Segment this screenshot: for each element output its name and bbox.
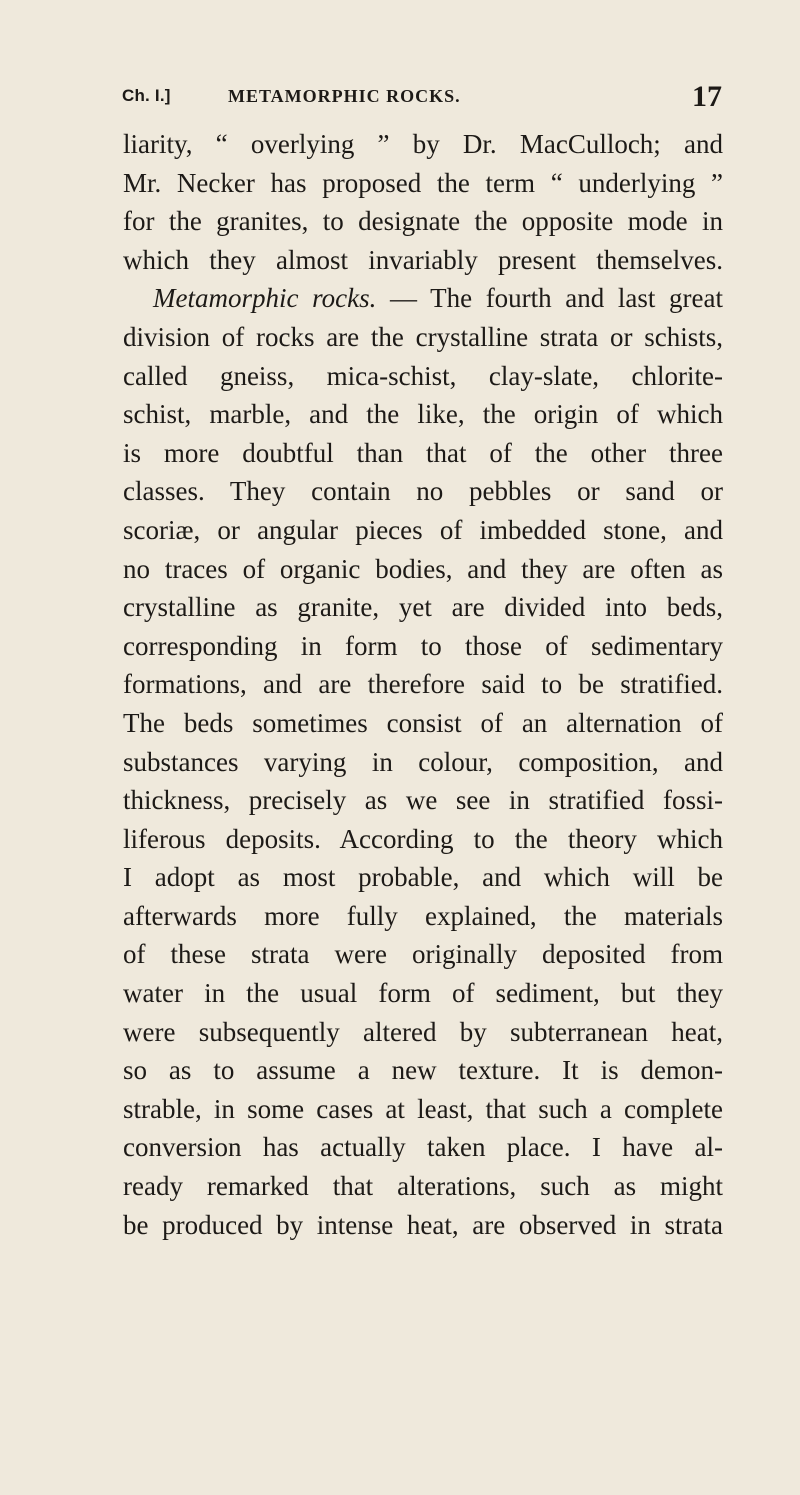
text-line: crystalline as granite, yet are divided into beds, [123, 592, 723, 623]
running-head [122, 80, 722, 116]
section-heading: Metamorphic rocks. [153, 283, 377, 314]
text-line: scoriæ, or angular pieces of imbedded stone, and [123, 514, 723, 545]
chapter-label: Ch. I.] [122, 86, 171, 105]
text-line: were subsequently altered by subterranean heat, [123, 1016, 723, 1047]
text-line: corresponding in form to those of sedimentary [123, 630, 723, 661]
text-line: is more doubtful than that of the other three [123, 437, 723, 468]
text-line: conversion has actually taken place. I have al- [123, 1132, 723, 1163]
text-line: of these strata were originally deposited from [123, 939, 723, 970]
text-line: I adopt as most probable, and which will be [123, 862, 723, 893]
text-line: for the granites, to designate the opposite mode in [123, 206, 723, 237]
text-line: The beds sometimes consist of an alternation of [123, 707, 723, 738]
text-line: strable, in some cases at least, that such a complete [123, 1093, 723, 1124]
text-line: formations, and are therefore said to be stratified. [123, 669, 723, 700]
text-line: Mr. Necker has proposed the term “ underlying ” [123, 167, 723, 198]
body-text [123, 125, 723, 1244]
text-line: liferous deposits. According to the theory which [123, 823, 723, 854]
text-line: liarity, “ overlying ” by Dr. MacCulloch; and [123, 129, 723, 159]
text-line: division of rocks are the crystalline strata or schists, [123, 321, 723, 352]
text-line: no traces of organic bodies, and they are often as [123, 553, 723, 584]
text-line: schist, marble, and the like, the origin of which [123, 399, 723, 430]
text-line: so as to assume a new texture. It is demon- [123, 1055, 723, 1086]
text-line: be produced by intense heat, are observed in strata [123, 1209, 723, 1240]
text-line: substances varying in colour, composition, and [123, 746, 723, 777]
page-number: 17 [692, 80, 722, 113]
text-line: classes. They contain no pebbles or sand or [123, 476, 723, 507]
text-line: which they almost invariably present themselves. [123, 244, 723, 275]
text-line: called gneiss, mica-schist, clay-slate, chlorite- [123, 360, 723, 391]
section-heading-line [123, 279, 723, 318]
text-line: afterwards more fully explained, the materials [123, 900, 723, 931]
text-line: thickness, precisely as we see in stratified fossi- [123, 785, 723, 816]
section-heading-continuation: — The fourth and last great [376, 283, 723, 314]
text-line: water in the usual form of sediment, but they [123, 978, 723, 1009]
running-title: METAMORPHIC ROCKS. [228, 86, 461, 106]
text-line: ready remarked that alterations, such as might [123, 1171, 723, 1202]
